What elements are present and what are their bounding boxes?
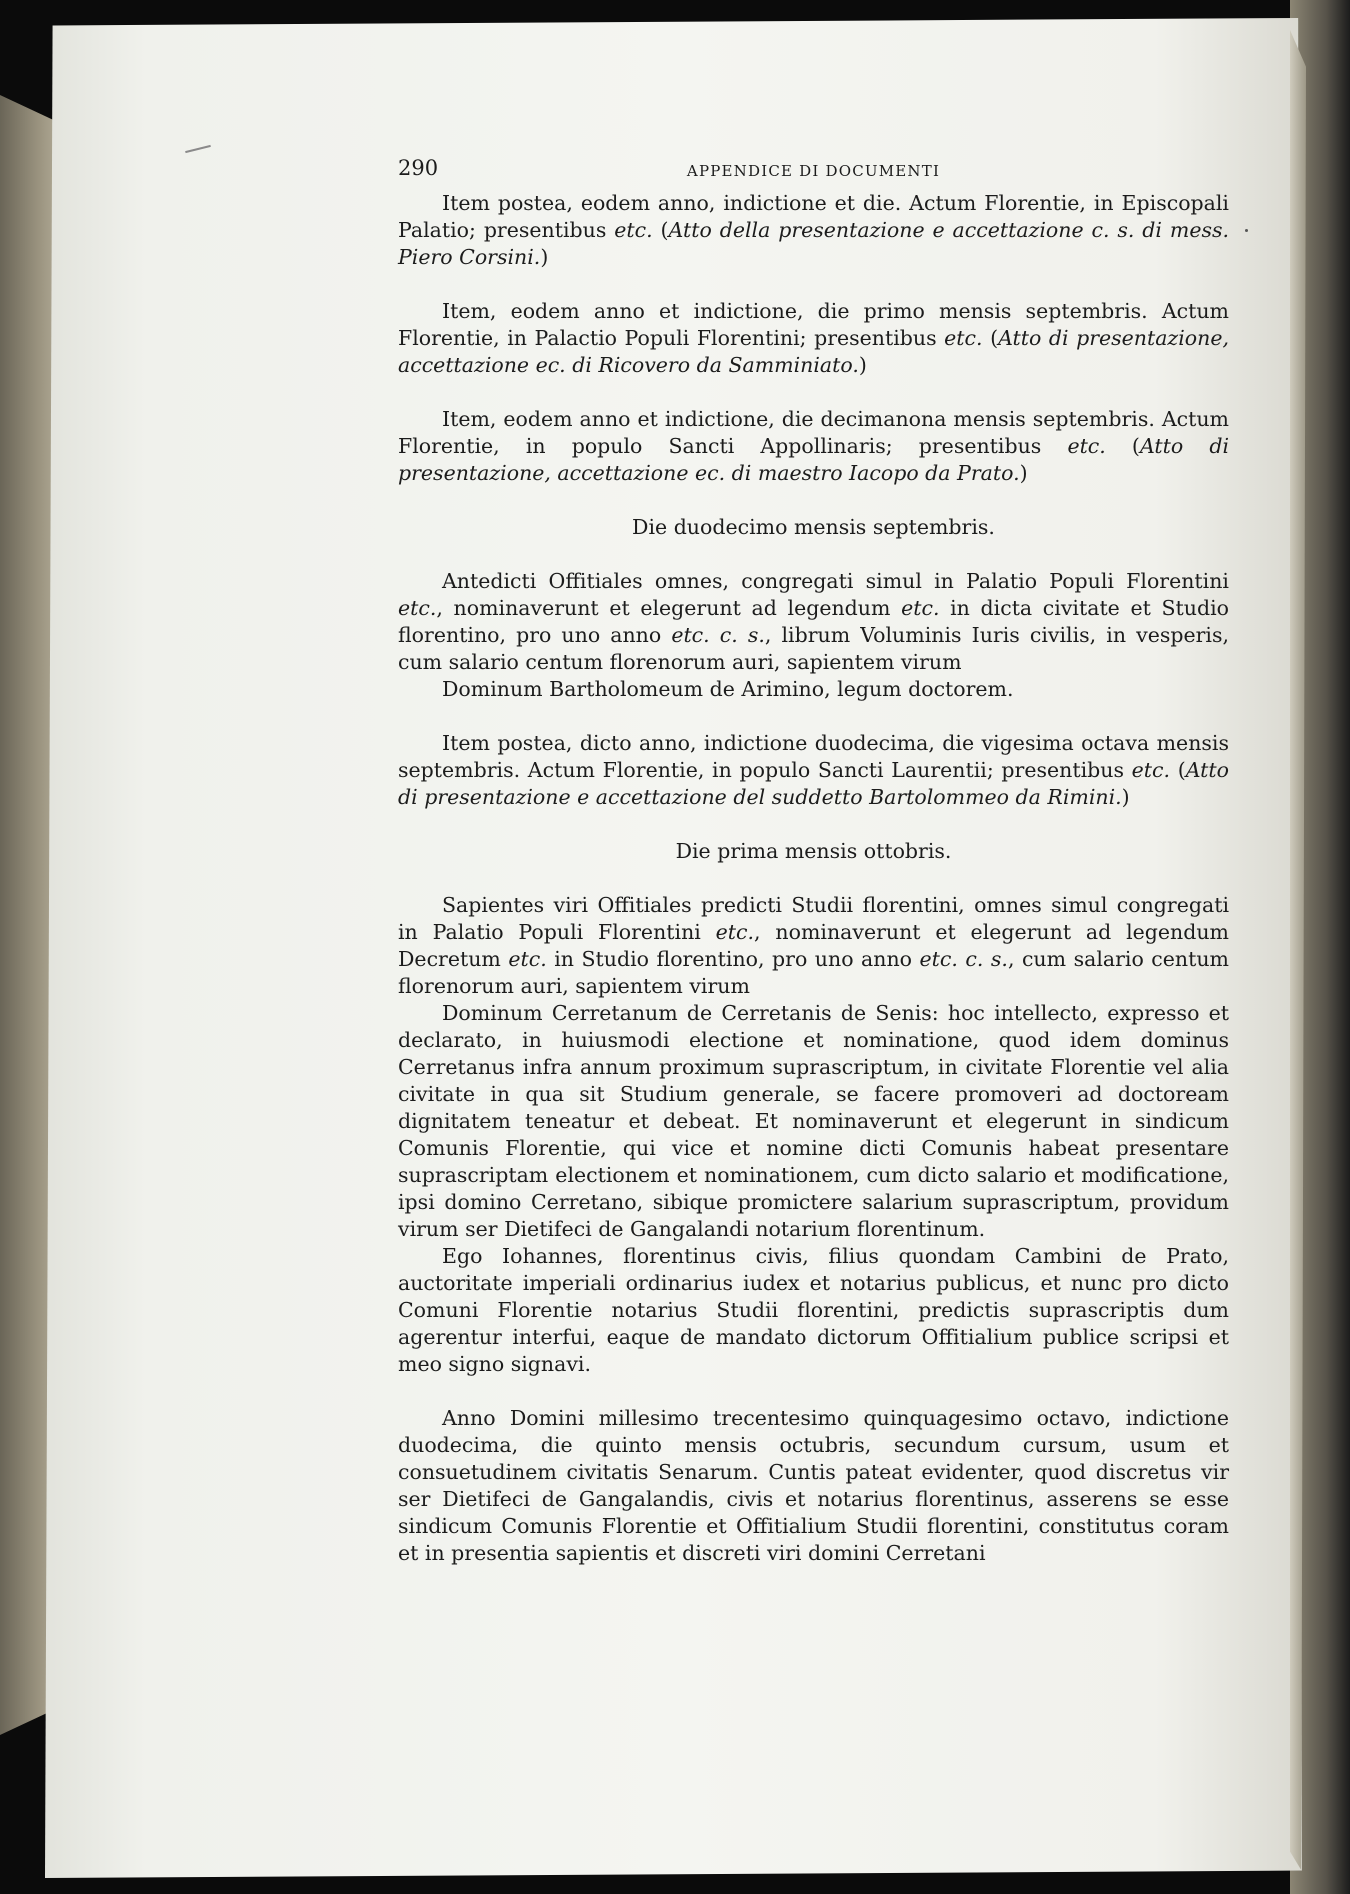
header-title: APPENDICE DI DOCUMENTI — [686, 162, 941, 180]
date-heading-1: Die duodecimo mensis septembris. — [632, 515, 995, 539]
paragraph-1: Item postea, eodem anno, indictione et die. Actum Florentie, in Episcopali Palatio; presentibus etc. (Atto della presentazione e accettazione c. s. di mess. Piero Corsini.) — [398, 191, 1230, 269]
ink-speck — [1245, 229, 1248, 232]
paragraph-3: Item, eodem anno et indictione, die decimanona mensis septembris. Actum Florentie, in populo Sancti Appollinaris; presentibus etc. (Atto di presentazione, accettazione ec. di maestro Iacopo da Prato.) — [398, 407, 1229, 485]
page-number: 290 — [398, 156, 439, 180]
paragraph-8: Anno Domini millesimo trecentesimo quinquagesimo octavo, indictione duodecima, die quinto mensis octubris, secundum cursum, usum et consuetudinem civitatis Senarum. Cuntis pateat evidenter, quod discretus vir ser Dietifeci de Gangalandis, civis et notarius florentinus, asserens se esse sindicum Comunis Florentie et Offitialium Studii florentini, constitutus coram et in presentia sapientis et discreti viri domini Cerretani — [398, 1406, 1229, 1565]
paragraph-6: Sapientes viri Offitiales predicti Studii florentini, omnes simul congregati in Palatio Populi Florentini etc., nominaverunt et elegerunt ad legendum Decretum etc. in Studio florentino, pro uno anno etc. c. s., cum salario centum florenorum auri, sapientem virum — [398, 893, 1229, 998]
paragraph-5: Item postea, dicto anno, indictione duodecima, die vigesima octava mensis septembris. Actum Florentie, in populo Sancti Laurentii; presentibus etc. (Atto di presentazione e accettazione del suddetto Bartolommeo da Rimini.) — [398, 731, 1229, 809]
paragraph-2: Item, eodem anno et indictione, die primo mensis septembris. Actum Florentie, in Palactio Populi Florentini; presentibus etc. (Atto di presentazione, accettazione ec. di Ricovero da Samminiato.) — [398, 299, 1229, 377]
date-heading-2: Die prima mensis ottobris. — [675, 839, 952, 863]
page-text — [398, 155, 1229, 1567]
paragraph-4: Antedicti Offitiales omnes, congregati simul in Palatio Populi Florentini etc., nominaverunt et elegerunt ad legendum etc. in dicta civitate et Studio florentino, pro uno anno etc. c. s., librum Voluminis Iuris civilis, in vesperis, cum salario centum florenorum auri, sapientem virum — [398, 569, 1230, 674]
paragraph-7: Ego Iohannes, florentinus civis, filius quondam Cambini de Prato, auctoritate imperiali ordinarius iudex et notarius publicus, et nunc pro dicto Comuni Florentie notarius Studii florentini, predictis suprascriptis dum agerentur interfui, eaque de mandato dictorum Offitialium publice scripsi et meo signo signavi. — [398, 1244, 1229, 1376]
appointee-name: Dominum Bartholomeum de Arimino, legum doctorem. — [442, 677, 1014, 701]
running-head — [398, 155, 1229, 187]
paragraph-6-continued: Dominum Cerretanum de Cerretanis de Senis: hoc intellecto, expresso et declarato, in huiusmodi electione et nominatione, quod idem dominus Cerretanus infra annum proximum suprascriptum, in civitate Florentie vel alia civitate in qua sit Studium generale, se facere promoveri ad doctoream dignitatem teneatur et debeat. Et nominaverunt et elegerunt in sindicum Comunis Florentie, qui vice et nomine dicti Comunis habeat presentare suprascriptam electionem et nominationem, cum dicto salario et modificatione, ipsi domino Cerretano, sibique promictere salarium suprascriptum, providum virum ser Dietifeci de Gangalandi notarium florentinum. — [398, 1001, 1229, 1241]
